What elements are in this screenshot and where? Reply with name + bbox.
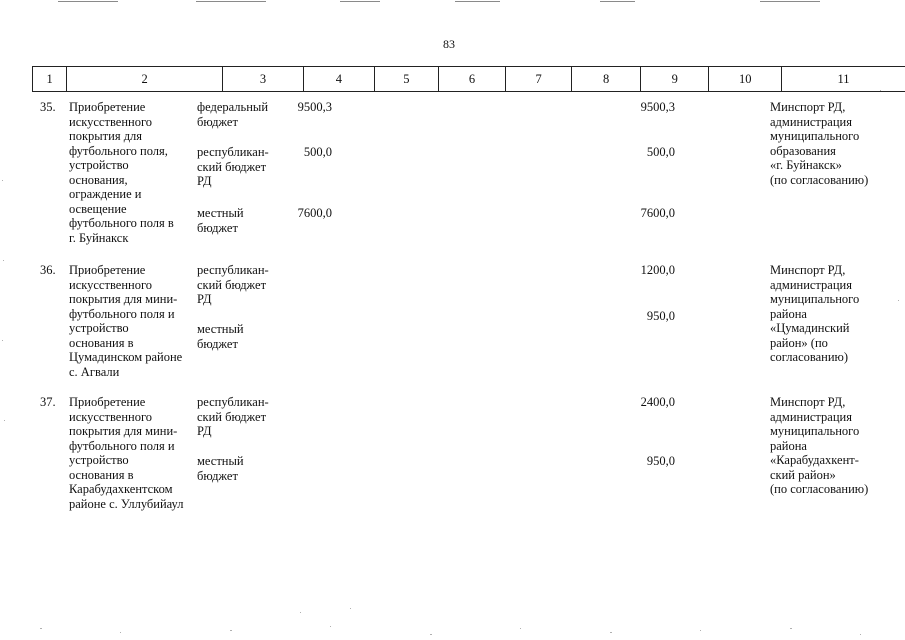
scan-artifact — [600, 1, 635, 2]
column-header-9: 9 — [640, 67, 709, 92]
scan-artifact — [760, 1, 820, 2]
column-header-5: 5 — [374, 67, 439, 92]
row-name: Приобретение искусственного покрытия для футбольного поля, устройство основания, ограждение и освещение футбольного поля в г. Буйнакск — [69, 100, 174, 245]
total-amount: 500,0 — [303, 145, 332, 159]
row-executor: Минспорт РД, администрация муниципального района «Цумадинский район» (по согласованию) — [770, 263, 860, 364]
column-9-amount: 9500,3 — [640, 100, 675, 114]
row-executor: Минспорт РД, администрация муниципального района «Карабудахкент- ский район» (по согласованию) — [770, 395, 869, 496]
column-header-row — [33, 67, 905, 92]
scan-artifact — [340, 1, 380, 2]
column-9-amount: 1200,0 — [640, 263, 675, 277]
column-9-amount: 950,0 — [646, 309, 675, 323]
row-name: Приобретение искусственного покрытия для мини- футбольного поля и устройство основания в Цумадинском районе с. Агвали — [69, 263, 183, 379]
page-number: 83 — [443, 37, 455, 51]
total-amount: 9500,3 — [297, 100, 332, 114]
column-header-10: 10 — [709, 67, 782, 92]
column-header-11: 11 — [782, 67, 905, 92]
column-header-2: 2 — [67, 67, 222, 92]
scan-artifact — [58, 1, 118, 2]
column-header-3: 3 — [222, 67, 303, 92]
funding-source: республикан- ский бюджет РД — [197, 145, 269, 188]
row-name: Приобретение искусственного покрытия для мини- футбольного поля и устройство основания в Карабудахкентском районе с. Уллубийаул — [69, 395, 184, 511]
funding-source: республикан- ский бюджет РД — [197, 263, 269, 306]
column-header-table — [32, 66, 905, 92]
funding-source: местный бюджет — [197, 454, 244, 483]
funding-source: республикан- ский бюджет РД — [197, 395, 269, 438]
column-9-amount: 2400,0 — [640, 395, 675, 409]
column-header-7: 7 — [505, 67, 572, 92]
column-header-8: 8 — [572, 67, 641, 92]
scan-artifact — [196, 1, 266, 2]
column-header-6: 6 — [439, 67, 506, 92]
column-header-1: 1 — [33, 67, 67, 92]
column-header-4: 4 — [304, 67, 375, 92]
column-9-amount: 7600,0 — [640, 206, 675, 220]
row-executor: Минспорт РД, администрация муниципального образования «г. Буйнакск» (по согласованию) — [770, 100, 869, 187]
funding-source: местный бюджет — [197, 322, 244, 351]
row-number: 36. — [40, 263, 56, 277]
total-amount: 7600,0 — [297, 206, 332, 220]
column-9-amount: 500,0 — [646, 145, 675, 159]
funding-source: местный бюджет — [197, 206, 244, 235]
row-number: 35. — [40, 100, 56, 114]
row-number: 37. — [40, 395, 56, 409]
scan-artifact — [455, 1, 500, 2]
column-9-amount: 950,0 — [646, 454, 675, 468]
funding-source: федеральный бюджет — [197, 100, 269, 129]
